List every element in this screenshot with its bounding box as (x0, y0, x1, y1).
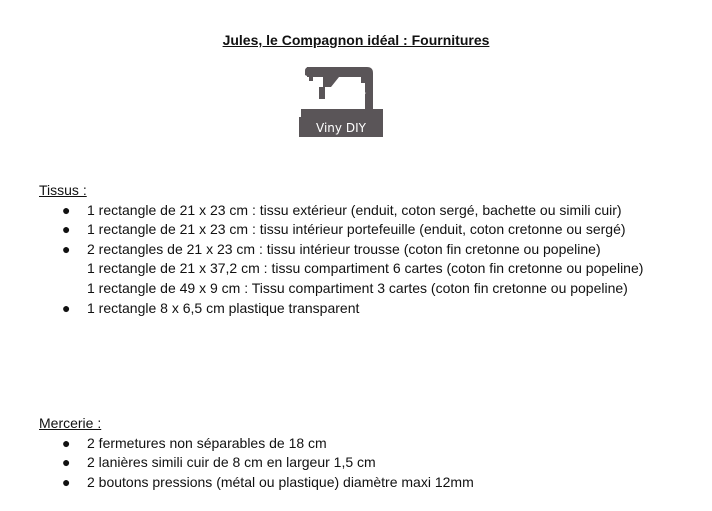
list-item (39, 434, 679, 454)
list-item (39, 453, 679, 473)
section-tissus (39, 181, 679, 318)
list-item (39, 473, 679, 493)
bullet-icon: ● (62, 201, 71, 218)
item-text: 2 fermetures non séparables de 18 cm (87, 434, 327, 451)
document-title: Jules, le Compagnon idéal : Fournitures (222, 32, 490, 48)
logo-text: Viny DIY (316, 121, 366, 135)
list-item (39, 299, 679, 319)
bullet-icon: ● (62, 454, 71, 471)
bullet-icon: ● (62, 221, 71, 238)
item-text: 2 rectangles de 21 x 23 cm : tissu intérieur trousse (coton fin cretonne ou popeline) (87, 240, 601, 257)
section-heading-mercerie: Mercerie : (39, 415, 102, 431)
item-text: 1 rectangle de 21 x 37,2 cm : tissu compartiment 6 cartes (coton fin cretonne ou popeline) (87, 260, 644, 277)
item-text: 1 rectangle de 21 x 23 cm : tissu intérieur portefeuille (enduit, coton cretonne ou sergé) (87, 221, 626, 238)
section-heading-tissus: Tissus : (39, 182, 87, 198)
bullet-icon: ● (62, 473, 71, 490)
section-mercerie (39, 414, 679, 492)
sewing-machine-logo (299, 63, 383, 139)
item-text: 1 rectangle de 21 x 23 cm : tissu extérieur (enduit, coton sergé, bachette ou simili cuir) (87, 201, 622, 218)
item-text: 1 rectangle de 49 x 9 cm : Tissu compartiment 3 cartes (coton fin cretonne ou popeline) (87, 279, 628, 296)
item-text: 2 lanières simili cuir de 8 cm en largeur 1,5 cm (87, 454, 376, 471)
list-item (39, 240, 679, 299)
sewing-machine-icon (299, 63, 383, 139)
list-mercerie (39, 434, 679, 493)
list-item (39, 220, 679, 240)
bullet-icon: ● (62, 299, 71, 316)
bullet-icon: ● (62, 434, 71, 451)
list-item (39, 201, 679, 221)
item-text: 2 boutons pressions (métal ou plastique) diamètre maxi 12mm (87, 473, 474, 490)
bullet-icon: ● (62, 240, 71, 257)
item-text: 1 rectangle 8 x 6,5 cm plastique transparent (87, 299, 360, 316)
list-tissus (39, 201, 679, 319)
